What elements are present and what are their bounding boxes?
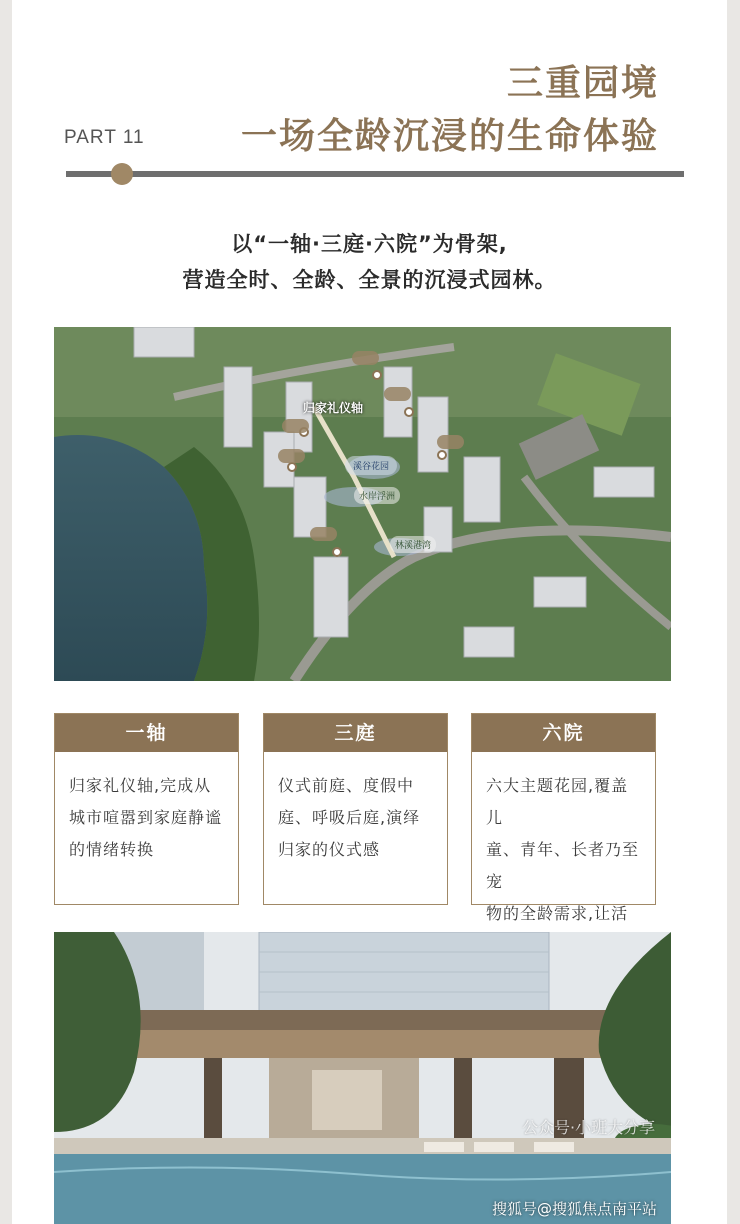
page-title-line2: 一场全龄沉浸的生命体验 [240,116,659,157]
card-axis-line: 城市喧嚣到家庭静谧 [69,808,223,827]
aerial-site-photo [54,327,671,681]
divider-rule [66,171,684,177]
aerial-pin-1 [352,351,379,365]
aerial-label-valley-garden: 溪谷花园 [345,456,397,475]
aerial-pin-4 [282,419,309,433]
aerial-illustration [54,327,671,681]
card-gardens-line: 六大主题花园,覆盖儿 [486,776,629,827]
card-axis [54,713,239,905]
aerial-pin-3 [437,435,464,449]
aerial-main-axis-label: 归家礼仪轴 [303,401,364,415]
card-courtyards-body [264,752,447,866]
divider-knob [111,163,133,185]
source-watermark: 搜狐号@搜狐焦点南平站 [491,1200,657,1218]
card-courtyards [263,713,448,905]
card-axis-line: 归家礼仪轴,完成从 [69,776,212,795]
wechat-account-watermark: 公众号·小班大分享 [522,1118,656,1137]
pavilion-photo [54,932,671,1224]
page-title-line1: 三重园境 [506,63,659,104]
card-axis-title: 一轴 [55,714,238,752]
intro-line1: 以“一轴·三庭·六院”为骨架, [231,232,508,256]
aerial-pin-2 [384,387,411,401]
card-courtyards-line: 庭、呼吸后庭,演绎 [278,808,421,827]
pavilion-illustration [54,932,671,1224]
card-courtyards-line: 归家的仪式感 [278,840,381,859]
aerial-pin-5 [278,449,305,463]
aerial-pin-6 [310,527,337,541]
card-axis-line: 的情绪转换 [69,840,155,859]
card-courtyards-title: 三庭 [264,714,447,752]
card-gardens [471,713,656,923]
card-gardens-line: 童、青年、长者乃至宠 [486,840,640,891]
intro-line2: 营造全时、全龄、全景的沉浸式园林。 [182,268,557,292]
card-courtyards-line: 仪式前庭、度假中 [278,776,415,795]
card-gardens-title: 六院 [472,714,655,752]
card-gardens-line: 物的全龄需求,让活 [486,904,629,923]
card-axis-body [55,752,238,866]
aerial-label-forest-creek: 林溪港湾 [390,536,436,553]
aerial-label-waterfront: 水岸浮洲 [354,487,400,504]
part-label: PART 11 [64,127,145,148]
